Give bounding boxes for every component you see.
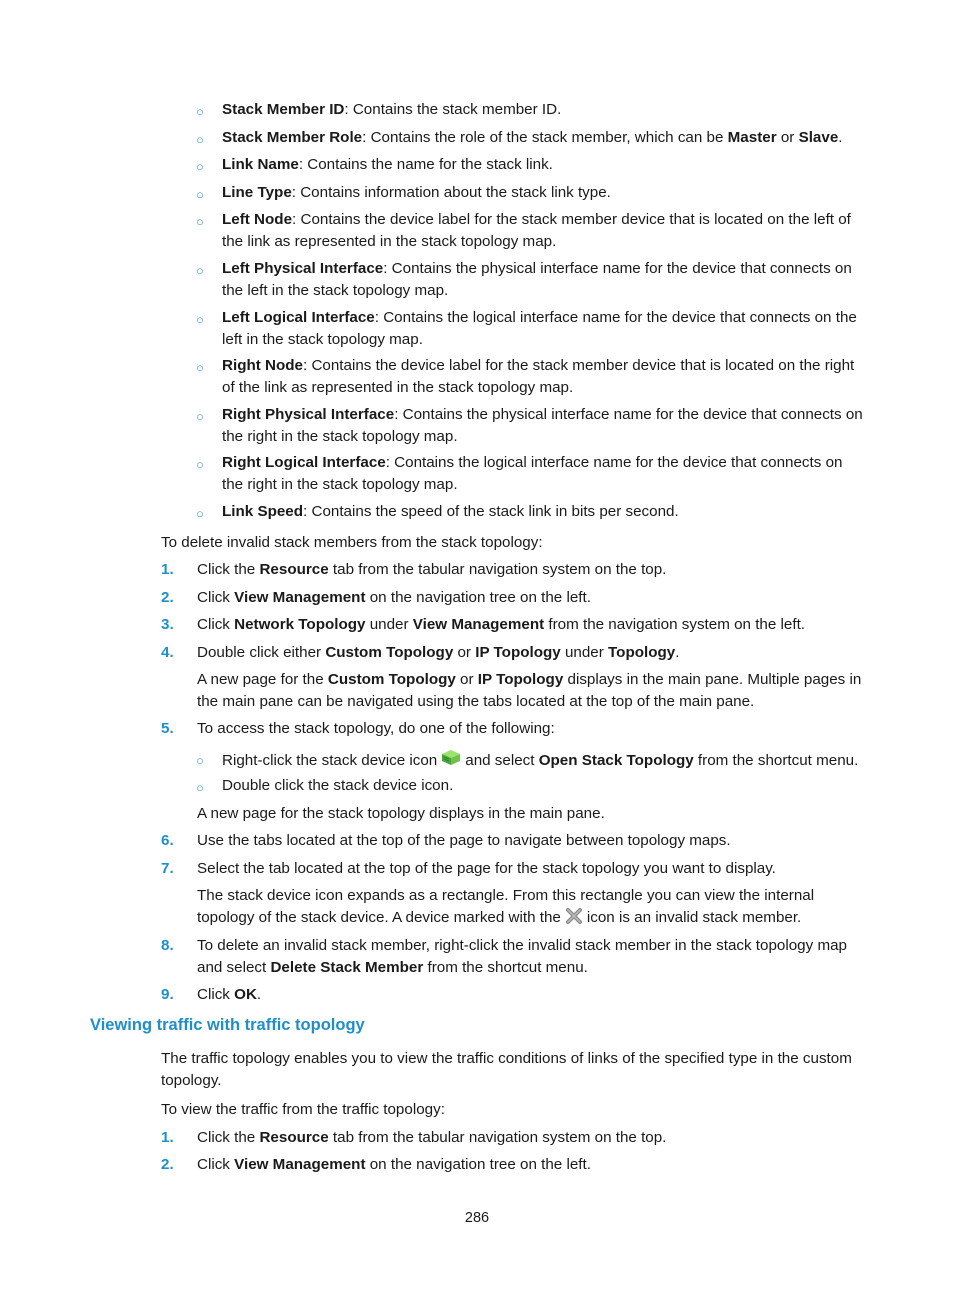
bullet-marker: ○ bbox=[196, 187, 204, 202]
step-item: Click View Management on the navigation tree on the left. bbox=[197, 1156, 591, 1173]
section-heading: Viewing traffic with traffic topology bbox=[90, 1016, 365, 1034]
bullet-marker: ○ bbox=[196, 753, 204, 768]
page-number: 286 bbox=[464, 1210, 490, 1226]
stack-device-icon bbox=[440, 748, 462, 775]
step-item: Select the tab located at the top of the page for the stack topology you want to display. bbox=[197, 860, 776, 877]
bullet-marker: ○ bbox=[196, 409, 204, 424]
bullet-marker: ○ bbox=[196, 263, 204, 278]
step-item: To access the stack topology, do one of the following: bbox=[197, 720, 555, 737]
list-item: Left Physical Interface: Contains the physical interface name for the device that connects on the left in the stack topology map. bbox=[222, 260, 852, 299]
intro-delete-text: To delete invalid stack members from the stack topology: bbox=[161, 534, 543, 551]
list-item: Left Node: Contains the device label for the stack member device that is located on the left of the link as represented in the stack topology map. bbox=[222, 211, 851, 250]
bullet-marker: ○ bbox=[196, 457, 204, 472]
list-item: Line Type: Contains information about the stack link type. bbox=[222, 184, 611, 201]
intro-traffic-text: To view the traffic from the traffic topology: bbox=[161, 1101, 445, 1118]
step-number: 8. bbox=[161, 937, 174, 954]
list-item: Double click the stack device icon. bbox=[222, 777, 454, 794]
list-item: Link Speed: Contains the speed of the stack link in bits per second. bbox=[222, 503, 679, 520]
step-item: Click OK. bbox=[197, 986, 262, 1003]
list-item: Left Logical Interface: Contains the logical interface name for the device that connects on the left in the stack topology map. bbox=[222, 309, 857, 348]
step-number: 9. bbox=[161, 986, 174, 1003]
step-item: Use the tabs located at the top of the page to navigate between topology maps. bbox=[197, 832, 731, 849]
step-note: A new page for the stack topology displays in the main pane. bbox=[197, 805, 605, 822]
section-paragraph: The traffic topology enables you to view the traffic conditions of links of the specified type in the custom topology. bbox=[161, 1050, 852, 1089]
list-item: Right Logical Interface: Contains the logical interface name for the device that connects on the right in the stack topology map. bbox=[222, 454, 843, 493]
list-item: Right Physical Interface: Contains the physical interface name for the device that connects on the right in the stack topology map. bbox=[222, 406, 863, 445]
step-number: 7. bbox=[161, 860, 174, 877]
step-number: 3. bbox=[161, 616, 174, 633]
bullet-marker: ○ bbox=[196, 159, 204, 174]
step-note: The stack device icon expands as a rectangle. From this rectangle you can view the internal topology of the stack device. A device marked with the icon is an invalid stack member. bbox=[197, 885, 867, 931]
step-item: Click the Resource tab from the tabular navigation system on the top. bbox=[197, 1129, 667, 1146]
step-item: Double click either Custom Topology or IP Topology under Topology. bbox=[197, 644, 680, 661]
invalid-member-icon bbox=[564, 907, 584, 932]
bullet-marker: ○ bbox=[196, 360, 204, 375]
step-number: 1. bbox=[161, 561, 174, 578]
step-number: 5. bbox=[161, 720, 174, 737]
step-item: Click View Management on the navigation tree on the left. bbox=[197, 589, 591, 606]
step-note: A new page for the Custom Topology or IP Topology displays in the main pane. Multiple pages in the main pane can be navigated using the tabs located at the top of the main pane. bbox=[197, 671, 862, 710]
step-number: 2. bbox=[161, 1156, 174, 1173]
step-item: Click the Resource tab from the tabular navigation system on the top. bbox=[197, 561, 667, 578]
bullet-marker: ○ bbox=[196, 780, 204, 795]
bullet-marker: ○ bbox=[196, 506, 204, 521]
bullet-marker: ○ bbox=[196, 312, 204, 327]
step-number: 1. bbox=[161, 1129, 174, 1146]
list-item: Stack Member ID: Contains the stack member ID. bbox=[222, 101, 562, 118]
bullet-marker: ○ bbox=[196, 214, 204, 229]
list-item: Link Name: Contains the name for the stack link. bbox=[222, 156, 553, 173]
step-number: 2. bbox=[161, 589, 174, 606]
bullet-marker: ○ bbox=[196, 104, 204, 119]
bullet-marker: ○ bbox=[196, 132, 204, 147]
list-item: Stack Member Role: Contains the role of the stack member, which can be Master or Slave. bbox=[222, 129, 843, 146]
step-item: Click Network Topology under View Management from the navigation system on the left. bbox=[197, 616, 806, 633]
step-number: 6. bbox=[161, 832, 174, 849]
list-item: Right Node: Contains the device label for the stack member device that is located on the right of the link as represented in the stack topology map. bbox=[222, 357, 855, 396]
step-item: To delete an invalid stack member, right-click the invalid stack member in the stack topology map and select Delete Stack Member from the shortcut menu. bbox=[197, 937, 847, 976]
list-item: Right-click the stack device icon and select Open Stack Topology from the shortcut menu. bbox=[222, 748, 866, 775]
step-number: 4. bbox=[161, 644, 174, 661]
